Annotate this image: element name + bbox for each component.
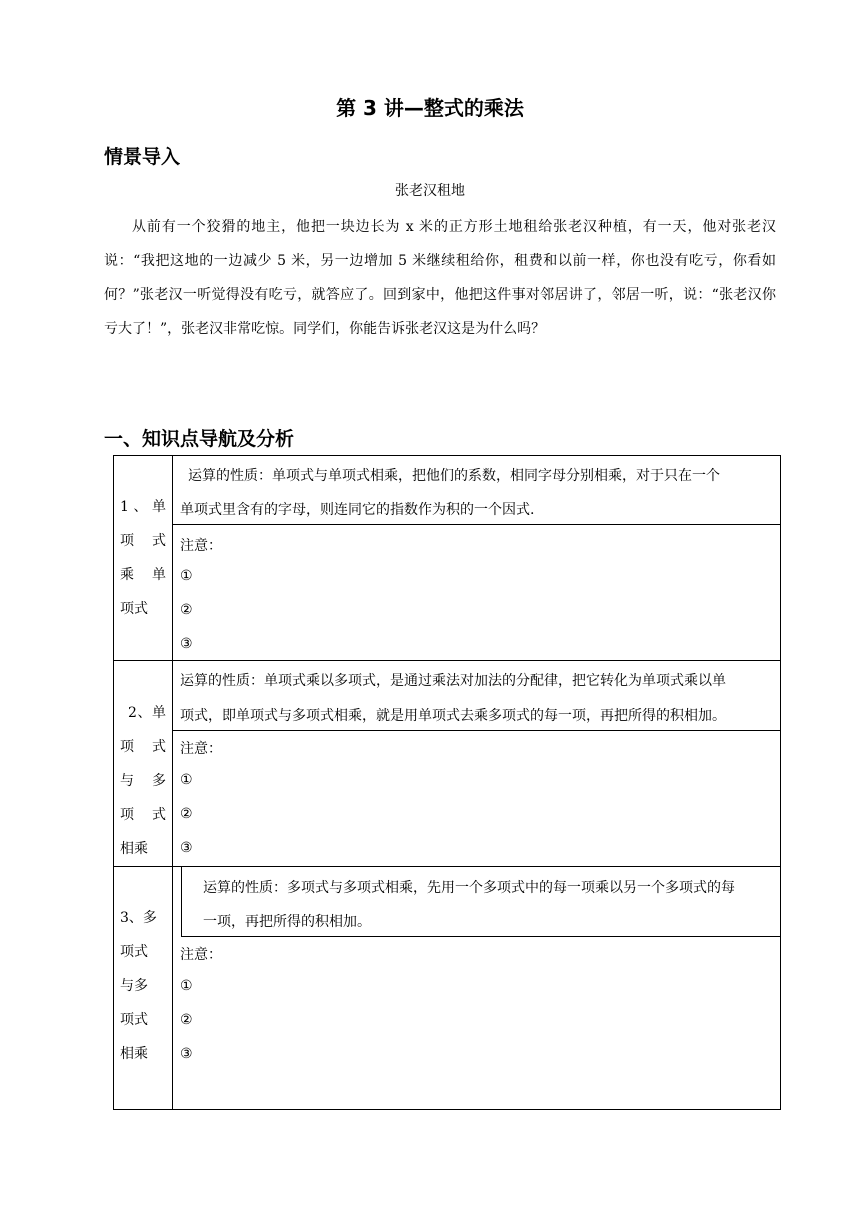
row-label-line: 项式	[120, 601, 148, 617]
row-label-line: 2、单	[128, 705, 166, 721]
property-line: 一项，再把所得的积相加。	[203, 914, 371, 930]
note-mark: ③	[180, 840, 193, 856]
property-line: 单项式里含有的字母，则连同它的指数作为积的一个因式.	[180, 502, 535, 518]
section-heading-intro: 情景导入	[104, 146, 181, 168]
property-line: 运算的性质：单项式与单项式相乘，把他们的系数，相同字母分别相乘，对于只在一个	[188, 468, 720, 484]
property-line: 项式，即单项式与多项式相乘，就是用单项式去乘多项式的每一项，再把所得的积相加。	[180, 708, 726, 724]
note-mark: ②	[180, 806, 193, 822]
row-label-line: 项式	[120, 1012, 148, 1028]
row-label-line: 与 多	[120, 773, 166, 789]
note-mark: ①	[180, 568, 193, 584]
note-label: 注意：	[180, 947, 222, 963]
note-mark: ③	[180, 1046, 193, 1062]
section-heading-knowledge: 一、知识点导航及分析	[104, 428, 295, 450]
note-mark: ③	[180, 636, 193, 652]
row-label-2	[114, 696, 172, 866]
row-label-line: 相乘	[120, 841, 148, 857]
note-mark: ①	[180, 978, 193, 994]
note-mark: ②	[180, 1012, 193, 1028]
row-label-line: 相乘	[120, 1046, 148, 1062]
note-mark: ①	[180, 772, 193, 788]
row-label-1	[114, 490, 172, 626]
row-label-line: 项式	[120, 944, 148, 960]
story-paragraph: 从前有一个狡猾的地主，他把一块边长为 x 米的正方形土地租给张老汉种植，有一天，他对张老汉说：“我把这地的一边减少 5 米，另一边增加 5 米继续租给你，租费和以前一样，你也没有吃亏，你看如何？”张老汉一听觉得没有吃亏，就答应了。回到家中，他把这件事对邻居讲了，邻居一听，说：“张老汉你亏大了！”，张老汉非常吃惊。同学们，你能告诉张老汉这是为什么吗？	[104, 219, 776, 337]
row-label-line: 1、单	[120, 499, 166, 515]
note-label: 注意：	[180, 538, 222, 554]
row-label-line: 3、多	[120, 910, 157, 926]
row-label-line: 乘 单	[120, 567, 166, 583]
row-label-3	[114, 901, 172, 1071]
property-line: 运算的性质：多项式与多项式相乘，先用一个多项式中的每一项乘以另一个多项式的每	[203, 880, 735, 896]
page-title: 第 3 讲—整式的乘法	[336, 96, 524, 120]
row-label-line: 项 式	[120, 739, 166, 755]
note-mark: ②	[180, 602, 193, 618]
row-label-line: 项 式	[120, 807, 166, 823]
story-title: 张老汉租地	[395, 183, 465, 199]
note-label: 注意：	[180, 741, 222, 757]
row-label-line: 项 式	[120, 533, 166, 549]
property-line: 运算的性质：单项式乘以多项式，是通过乘法对加法的分配律，把它转化为单项式乘以单	[180, 673, 726, 689]
row-label-line: 与多	[120, 978, 148, 994]
